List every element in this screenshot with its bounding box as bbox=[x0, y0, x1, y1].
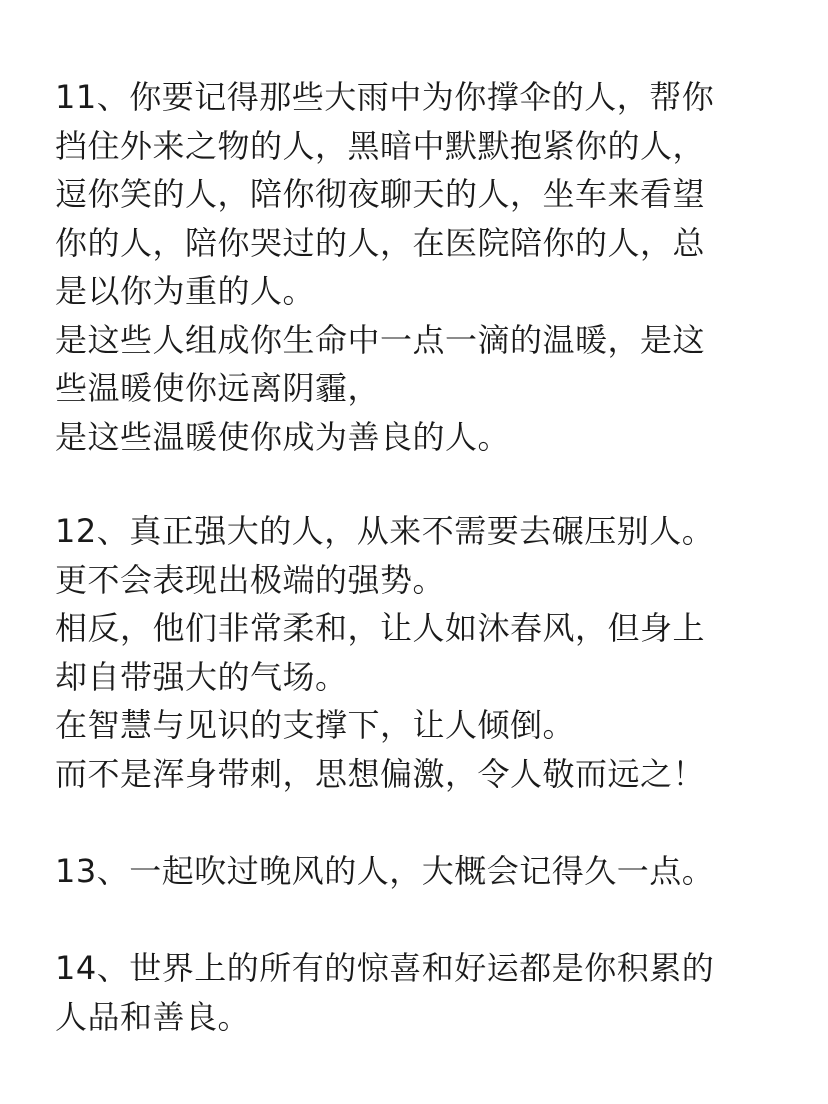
text-line: 13、一起吹过晚风的人，大概会记得久一点。 bbox=[55, 852, 715, 890]
text-line: 是以你为重的人。 bbox=[55, 272, 316, 310]
text-line: 你的人，陪你哭过的人，在医院陪你的人，总 bbox=[55, 223, 706, 262]
paragraph-11 bbox=[55, 73, 775, 461]
text-line: 12、真正强大的人，从来不需要去碾压别人。 bbox=[55, 512, 715, 550]
paragraph-14 bbox=[55, 944, 775, 1041]
text-line: 而不是浑身带刺，思想偏激，令人敬而远之！ bbox=[55, 754, 706, 793]
text-line: 更不会表现出极端的强势。 bbox=[55, 560, 446, 599]
text-line: 人品和善良。 bbox=[55, 997, 251, 1036]
text-line: 相反，他们非常柔和，让人如沐春风，但身上 bbox=[55, 609, 706, 647]
text-line: 却自带强大的气场。 bbox=[55, 657, 348, 696]
paragraph-12 bbox=[55, 507, 775, 798]
text-line: 些温暖使你远离阴霾， bbox=[55, 369, 381, 407]
text-line: 11、你要记得那些大雨中为你撑伞的人，帮你 bbox=[55, 78, 715, 116]
text-line: 是这些人组成你生命中一点一滴的温暖，是这 bbox=[55, 320, 706, 359]
paragraph-13 bbox=[55, 847, 775, 896]
text-line: 是这些温暖使你成为善良的人。 bbox=[55, 417, 511, 456]
text-line: 在智慧与见识的支撑下，让人倾倒。 bbox=[55, 706, 576, 744]
text-line: 挡住外来之物的人，黑暗中默默抱紧你的人， bbox=[55, 126, 706, 165]
text-line: 逗你笑的人，陪你彻夜聊天的人，坐车来看望 bbox=[55, 175, 706, 213]
text-line: 14、世界上的所有的惊喜和好运都是你积累的 bbox=[55, 949, 715, 987]
